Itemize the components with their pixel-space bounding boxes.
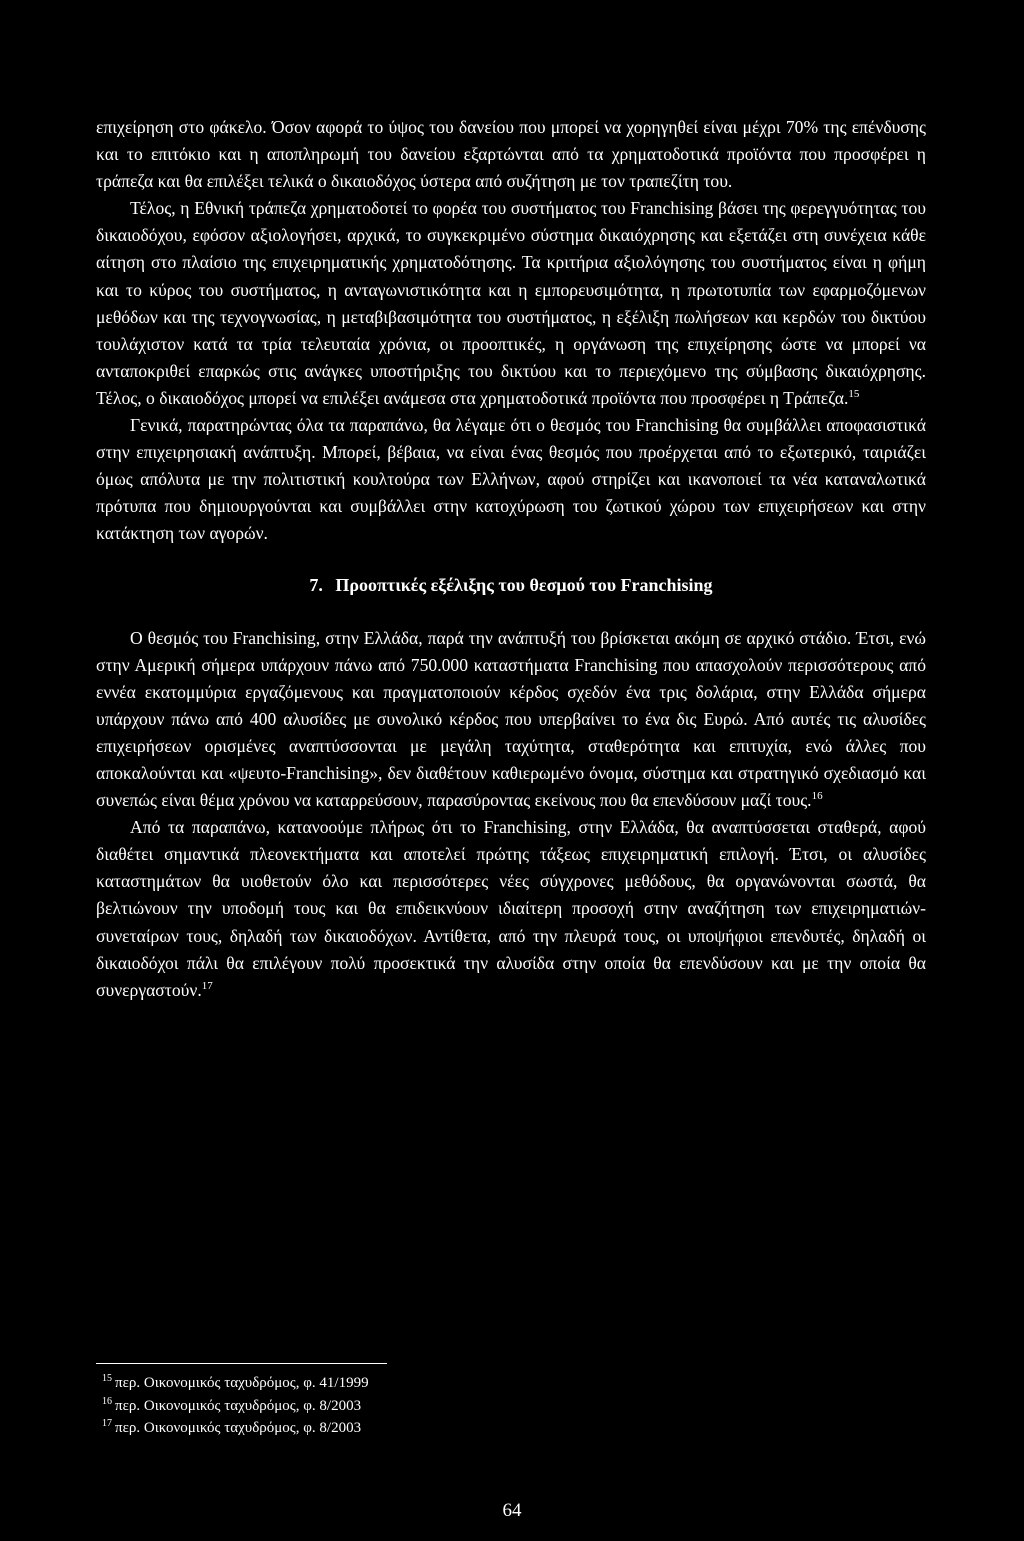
footnotes — [102, 1372, 602, 1440]
footnote-item — [102, 1417, 602, 1440]
paragraph-text: Γενικά, παρατηρώντας όλα τα παραπάνω, θα λέγαμε ότι ο θεσμός του Franchising θα συμβάλλει αποφασιστικά στην επιχειρησιακή ανάπτυξη. Μπορεί, βέβαια, να είναι ένας θεσμός που προέρχεται από το εξωτερικό, ταιριάζει όμως απόλυτα με την πολιτιστική κουλτούρα των Ελλήνων, αφού στηρίζει και ικανοποιεί τα νέα καταναλωτικά πρότυπα που δημιουργούνται και συμβάλλει στην κατοχύρωση του ζωτικού χώρου των επιχειρήσεων και στην κατάκτηση των αγορών. — [96, 415, 926, 544]
footnote-item — [102, 1395, 602, 1418]
paragraph-text: Από τα παραπάνω, κατανοούμε πλήρως ότι το Franchising, στην Ελλάδα, θα αναπτύσσεται σταθερά, αφού διαθέτει σημαντικά πλεονεκτήματα και αποτελεί πρώτης τάξεως επιχειρηματική επιλογή. Έτσι, οι αλυσίδες καταστημάτων θα υιοθετούν όλο και περισσότερες νέες σύγχρονες μεθόδους, θα οργανώνονται σωστά, θα βελτιώνουν την υποδομή τους και θα επιδεικνύουν ιδιαίτερη προσοχή στην αναζήτηση των επιχειρηματιών-συνεταίρων τους, δηλαδή των δικαιοδόχων. Αντίθετα, από την πλευρά τους, οι υποψήφιοι επενδυτές, δηλαδή οι δικαιοδόχοι πάλι θα επιλέγουν πολύ προσεκτικά την αλυσίδα στην οποία θα επενδύσουν και με την οποία θα συνεργαστούν. — [96, 817, 926, 1000]
paragraph-continuation — [96, 114, 926, 195]
footnote-reference: 17 — [201, 979, 213, 992]
paragraph-text: επιχείρηση στο φάκελο. Όσον αφορά το ύψος του δανείου που μπορεί να χορηγηθεί είναι μέχρι 70% της επένδυσης και το επιτόκιο και η αποπληρωμή του δανείου εξαρτώνται από τα χρηματοδοτικά προϊόντα που προσφέρει η τράπεζα και θα επιλέξει τελικά ο δικαιοδόχος ύστερα από συζήτηση με τον τραπεζίτη του. — [96, 117, 926, 192]
paragraph-text: Ο θεσμός του Franchising, στην Ελλάδα, παρά την ανάπτυξή του βρίσκεται ακόμη σε αρχικό στάδιο. Έτσι, ενώ στην Αμερική σήμερα υπάρχουν πάνω από 750.000 καταστήματα Franchising που απασχολούν περισσότερους από εννέα εκατομμύρια εργαζόμενους και πραγματοποιούν κέρδος σχεδόν ένα τρις δολάρια, στην Ελλάδα σήμερα υπάρχουν πάνω από 400 αλυσίδες με συνολικό κέρδος που υπερβαίνει το ένα δις Ευρώ. Από αυτές τις αλυσίδες επιχειρήσεων ορισμένες αναπτύσσονται με μεγάλη ταχύτητα, σταθερότητα και επιτυχία, ενώ άλλες που αποκαλούνται και «ψευτο-Franchising», δεν διαθέτουν καθιερωμένο όνομα, σύστημα και στρατηγικό σχεδιασμό και συνεπώς είναι θέμα χρόνου να καταρρεύσουν, παρασύροντας εκείνους που θα επενδύσουν μαζί τους. — [96, 627, 926, 811]
paragraph-text: Τέλος, η Εθνική τράπεζα χρηματοδοτεί το φορέα του συστήματος του Franchising βάσει της φερεγγυότητας του δικαιοδόχου, εφόσον αξιολογήσει, αρχικά, το συγκεκριμένο σύστημα δικαιόχρησης και εξετάζει στη συνέχεια κάθε αίτηση στο πλαίσιο της επιχειρηματικής χρηματοδότησης. Τα κριτήρια αξιολόγησης του συστήματος είναι η φήμη και το κύρος του συστήματος, η ανταγωνιστικότητα και η εμπορευσιμότητα, η πρωτοτυπία των εφαρμοζόμενων μεθόδων και της τεχνογνωσίας, η μεταβιβασιμότητα του συστήματος, η εξέλιξη πωλήσεων και κερδών του δικτύου τουλάχιστον κατά τα τρία τελευταία χρόνια, οι προοπτικές, η οργάνωση της επιχείρησης ώστε να μπορεί να ανταποκριθεί επαρκώς στις ανάγκες υποστήριξης του δικτύου και το περιεχόμενο της σύμβασης δικαιόχρησης. Τέλος, ο δικαιοδόχος μπορεί να επιλέξει ανάμεσα στα χρηματοδοτικά προϊόντα που προσφέρει η Τράπεζα. — [96, 198, 926, 408]
section-number: 7. — [309, 574, 323, 595]
section-title: Προοπτικές εξέλιξης του θεσμού του Franchising — [335, 574, 713, 595]
footnote-number: 16 — [102, 1395, 112, 1407]
paragraph-bank-financing — [96, 195, 926, 412]
footnote-text: περ. Οικονομικός ταχυδρόμος, φ. 41/1999 — [115, 1375, 369, 1391]
footnote-text: περ. Οικονομικός ταχυδρόμος, φ. 8/2003 — [115, 1420, 362, 1436]
footnote-number: 15 — [102, 1373, 112, 1384]
footnote-reference: 16 — [811, 790, 823, 803]
footnote-reference: 15 — [848, 388, 860, 401]
footnote-text: περ. Οικονομικός ταχυδρόμος, φ. 8/2003 — [115, 1397, 362, 1414]
paragraph-greece-status — [96, 625, 926, 815]
footnote-number: 17 — [102, 1418, 112, 1429]
footnote-separator — [96, 1363, 387, 1364]
document-body — [96, 114, 926, 1004]
page-number: 64 — [502, 1500, 522, 1521]
footnote-item — [102, 1372, 602, 1395]
paragraph-outlook — [96, 814, 926, 1004]
section-heading — [96, 572, 926, 599]
paragraph-general-conclusion — [96, 412, 926, 547]
